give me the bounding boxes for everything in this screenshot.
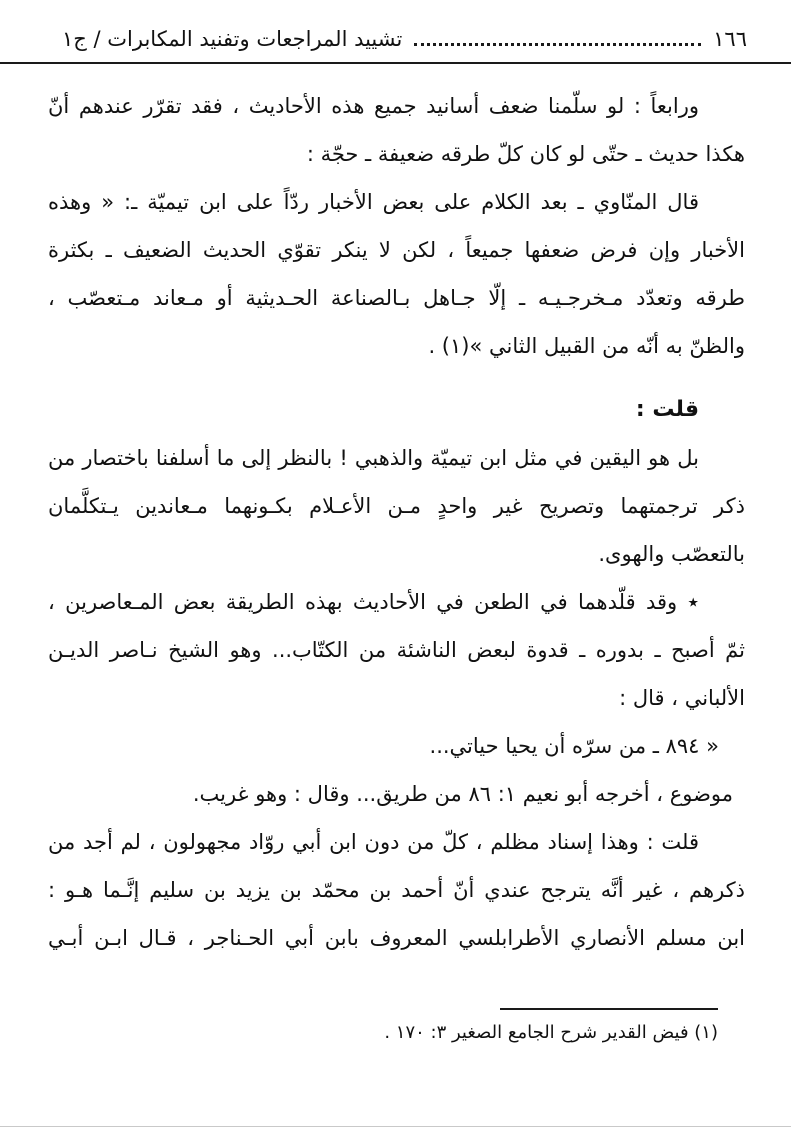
text-line: بالتعصّب والهوى. [598, 542, 745, 566]
text-line: ابن مسلم الأنصاري الأطرابلسي المعروف بابن أبي الحـناجر ، قـال ابـن أبـي [48, 926, 745, 950]
footnote-area [48, 1008, 718, 1048]
text-line: بل هو اليقين في مثل ابن تيميّة والذهبي ! بالنظر إلى ما أسلفنا باختصار من [48, 446, 699, 470]
text-line: والظنّ به أنّه من القبيل الثاني »(١) . [428, 334, 745, 358]
text-line: موضوع ، أخرجه أبو نعيم ١: ٨٦ من طريق... وقال : وهو غريب. [192, 782, 733, 806]
section-heading: قلت : [635, 397, 699, 422]
running-title: تشييد المراجعات وتفنيد المكابرات / ج١ [62, 27, 403, 51]
text-line: ورابعاً : لو سلّمنا ضعف أسانيد جميع هذه الأحاديث ، فقد تقرّر عندهم أنّ [48, 94, 699, 118]
dotted-leader [414, 43, 701, 46]
text-line: ٭ وقد قلّدهما في الطعن في الأحاديث بهذه الطريقة بعض المـعاصرين ، [48, 590, 699, 614]
text-line: طرقه وتعدّد مـخرجـيـه ـ إلّا جـاهل بـالصناعة الحـديثية أو مـعاند مـتعصّب ، [48, 286, 745, 310]
page-header [0, 0, 791, 62]
page-body [0, 64, 791, 962]
footnote-text: (١) فيض القدير شرح الجامع الصغير ٣: ١٧٠ . [384, 1022, 718, 1043]
text-line: الألباني ، قال : [619, 686, 745, 710]
text-line: قلت : وهذا إسناد مظلم ، كلّ من دون ابن أبي روّاد مجهولون ، لم أجد من [48, 830, 699, 854]
text-line: ذكر ترجمتهما وتصريح غير واحدٍ مـن الأعـلام بكـونهما مـعاندين يـتكلَّمان [48, 494, 745, 518]
text-line: ثمّ أصبح ـ بدوره ـ قدوة لبعض الناشئة من الكتّاب... وهو الشيخ نـاصر الديـن [48, 638, 745, 662]
text-line: قال المنّاوي ـ بعد الكلام على بعض الأخبار ردّاً على ابن تيميّة ـ: « وهذه [48, 190, 699, 214]
footnote-rule [500, 1008, 718, 1010]
text-line: « ٨٩٤ ـ من سرّه أن يحيا حياتي... [429, 734, 719, 758]
text-line: الأخبار وإن فرض ضعفها جميعاً ، لكن لا ينكر تقوّي الحديث الضعيف ـ بكثرة [48, 238, 745, 262]
text-line: ذكرهم ، غير أنَّه يترجح عندي أنّ أحمد بن محمّد بن يزيد بن سليم إنَّـما هـو : [48, 878, 745, 902]
page-number: ١٦٦ [713, 27, 747, 51]
text-line: هكذا حديث ـ حتّى لو كان كلّ طرقه ضعيفة ـ حجّة : [306, 142, 745, 166]
